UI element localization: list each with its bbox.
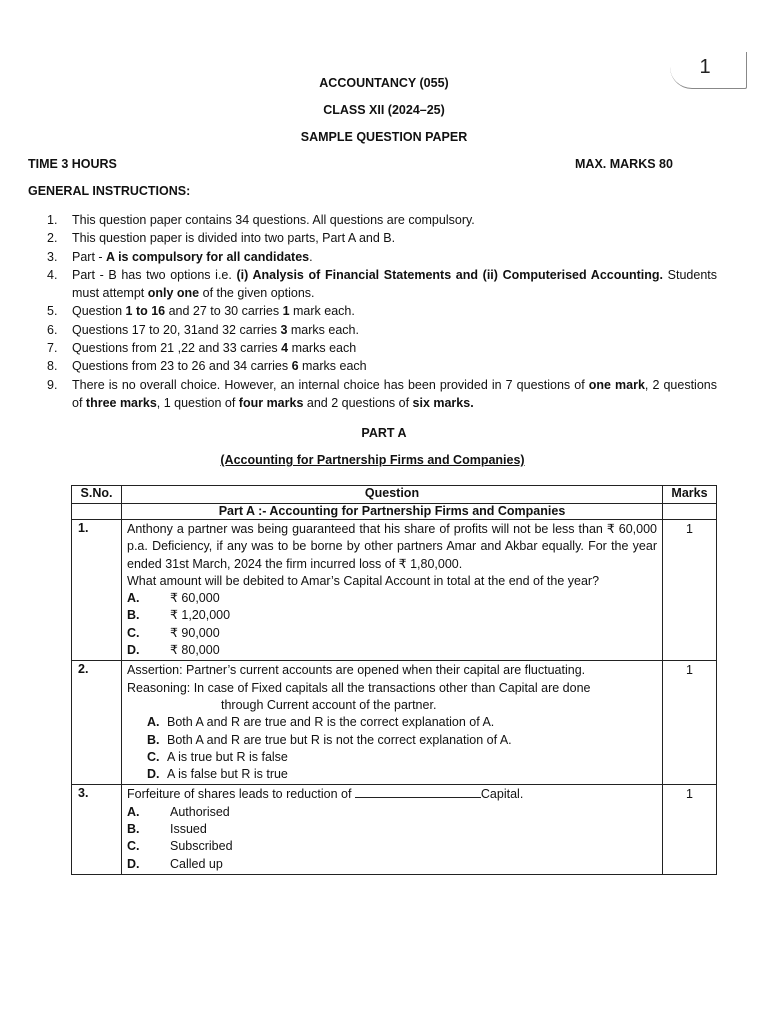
question-cell xyxy=(122,785,663,874)
option-label: A. xyxy=(127,591,140,606)
instruction-text: Question xyxy=(72,304,126,319)
instruction-number: 1. xyxy=(47,213,58,227)
table-header-row xyxy=(72,486,717,504)
option-text: Both A and R are true and R is the correct explanation of A. xyxy=(167,715,495,730)
option-label: B. xyxy=(147,732,160,747)
instruction-text: There is no overall choice. However, an internal choice has been provided in 7 questions of xyxy=(72,377,589,392)
option-a xyxy=(147,714,657,731)
instruction-text: marks each xyxy=(288,341,357,356)
instruction-text: six marks. xyxy=(412,395,474,410)
header-question: Question xyxy=(122,486,663,504)
option-a xyxy=(127,590,657,607)
fill-blank xyxy=(355,787,481,798)
instruction-number: 7. xyxy=(47,341,58,356)
instruction-text: (i) Analysis of Financial Statements and (ii) Computerised Accounting. xyxy=(236,267,664,282)
instruction-text: , 1 question of xyxy=(156,395,239,410)
instruction-item xyxy=(47,302,717,320)
section-row xyxy=(72,504,717,520)
option-text: ₹ 90,000 xyxy=(170,625,220,640)
question-text-before: Forfeiture of shares leads to reduction of xyxy=(127,787,355,802)
instruction-number: 2. xyxy=(47,231,58,246)
option-a xyxy=(127,804,657,821)
option-text: A is false but R is true xyxy=(167,767,288,782)
instruction-text: Questions from 21 ,22 and 33 carries xyxy=(72,341,282,356)
instruction-item xyxy=(47,321,717,339)
instruction-text: Questions 17 to 20, 31and 32 carries xyxy=(72,322,281,337)
table-row xyxy=(72,661,717,785)
option-text: A is true but R is false xyxy=(167,749,288,764)
option-c xyxy=(127,625,657,642)
part-a-title: PART A xyxy=(361,426,407,440)
instruction-number: 4. xyxy=(47,267,58,282)
instruction-text: marks each. xyxy=(287,322,359,337)
option-label: D. xyxy=(147,767,160,782)
question-number: 2. xyxy=(72,661,122,785)
subject-title: ACCOUNTANCY (055) xyxy=(319,76,449,90)
question-marks: 1 xyxy=(663,520,717,661)
section-label: Part A :- Accounting for Partnership Firms and Companies xyxy=(122,504,663,520)
question-number: 3. xyxy=(72,785,122,874)
instruction-text: Part - B has two options i.e. xyxy=(72,267,237,282)
instruction-text: and 27 to 30 carries xyxy=(165,304,283,319)
instruction-text: Students must attempt xyxy=(72,267,717,301)
instruction-text: 4 xyxy=(281,341,289,356)
instruction-text: 1 to 16 xyxy=(125,304,166,319)
instruction-text: 6 xyxy=(291,359,299,374)
question-text: Anthony a partner was being guaranteed that his share of profits will not be less than ₹ 60,000 p.a. Deficiency, if any was to be borne by other partners Amar and Akbar equally. For the year ended 31st March, 2024 the firm incurred loss of ₹ 1,80,000. xyxy=(127,522,657,571)
instruction-text: 1 xyxy=(282,304,290,319)
instruction-item xyxy=(47,376,717,413)
option-label: D. xyxy=(127,643,140,658)
option-d xyxy=(147,766,657,783)
question-marks: 1 xyxy=(663,785,717,874)
option-label: A. xyxy=(147,715,160,730)
instruction-number: 9. xyxy=(47,377,58,392)
header-sno: S.No. xyxy=(72,486,122,504)
instruction-text: of the given options. xyxy=(199,286,315,301)
option-text: Issued xyxy=(170,822,207,837)
option-label: A. xyxy=(127,804,140,819)
option-text: Authorised xyxy=(170,804,230,819)
general-instructions-title: GENERAL INSTRUCTIONS: xyxy=(28,184,191,198)
instruction-number: 5. xyxy=(47,304,58,319)
instruction-number: 6. xyxy=(47,322,58,337)
option-text: Subscribed xyxy=(170,839,233,854)
instruction-text: A is compulsory for all candidates xyxy=(106,249,310,264)
instruction-text: and 2 questions of xyxy=(303,395,413,410)
section-sno-cell xyxy=(72,504,122,520)
option-label: C. xyxy=(127,625,140,640)
page-number: 1 xyxy=(699,56,711,78)
table-row xyxy=(72,520,717,661)
options-list xyxy=(127,714,657,783)
option-label: B. xyxy=(127,822,140,837)
option-text: Called up xyxy=(170,856,223,871)
option-b xyxy=(127,821,657,838)
instruction-text: marks each xyxy=(298,359,367,374)
question-table xyxy=(71,485,717,875)
instruction-text: three marks xyxy=(85,395,157,410)
time-allowed: TIME 3 HOURS xyxy=(28,157,117,171)
instruction-item xyxy=(47,266,717,303)
instruction-number: 3. xyxy=(47,249,58,264)
header-marks: Marks xyxy=(663,486,717,504)
max-marks: MAX. MARKS 80 xyxy=(575,157,673,171)
instruction-item xyxy=(47,339,717,357)
question-number: 1. xyxy=(72,520,122,661)
option-text: ₹ 60,000 xyxy=(170,591,220,606)
part-a-subtitle: (Accounting for Partnership Firms and Companies) xyxy=(220,453,525,467)
instruction-item xyxy=(47,211,717,229)
question-text-after: Capital. xyxy=(480,787,524,802)
reasoning-text: Reasoning: In case of Fixed capitals all the transactions other than Capital are done xyxy=(127,680,591,695)
reasoning-text-cont: through Current account of the partner. xyxy=(221,697,437,712)
instructions-list xyxy=(47,211,717,412)
section-marks-cell xyxy=(663,504,717,520)
option-c xyxy=(127,838,657,855)
option-text: ₹ 80,000 xyxy=(170,643,220,658)
option-label: C. xyxy=(127,839,140,854)
instruction-item xyxy=(47,248,717,266)
option-b xyxy=(127,607,657,624)
instruction-text: 3 xyxy=(280,322,288,337)
instruction-text: Questions from 23 to 26 and 34 carries xyxy=(72,359,292,374)
option-b xyxy=(147,732,657,749)
question-cell xyxy=(122,520,663,661)
instruction-text: This question paper contains 34 questions. All questions are compulsory. xyxy=(72,213,475,227)
assertion-text: Assertion: Partner’s current accounts are opened when their capital are fluctuating. xyxy=(127,663,586,678)
instruction-text: This question paper is divided into two parts, Part A and B. xyxy=(72,231,396,246)
instruction-text: , 2 questions of xyxy=(72,377,717,410)
instruction-text: four marks xyxy=(238,395,304,410)
table-row xyxy=(72,785,717,874)
option-d xyxy=(127,856,657,873)
question-prompt: What amount will be debited to Amar’s Capital Account in total at the end of the year? xyxy=(127,573,600,588)
option-text: Both A and R are true but R is not the correct explanation of A. xyxy=(167,732,512,747)
instruction-text: Part - xyxy=(72,249,107,264)
option-label: D. xyxy=(127,856,140,871)
question-text xyxy=(127,786,657,803)
option-label: C. xyxy=(147,749,160,764)
instruction-item xyxy=(47,357,717,375)
instruction-text: mark each. xyxy=(289,304,355,319)
instruction-item xyxy=(47,229,717,247)
question-cell xyxy=(122,661,663,785)
instruction-text: only one xyxy=(147,286,200,301)
option-text: ₹ 1,20,000 xyxy=(170,608,231,623)
option-label: B. xyxy=(127,608,140,623)
option-c xyxy=(147,749,657,766)
instruction-text: . xyxy=(309,249,313,264)
option-d xyxy=(127,642,657,659)
paper-title: SAMPLE QUESTION PAPER xyxy=(300,130,468,144)
class-title: CLASS XII (2024–25) xyxy=(323,103,445,117)
instruction-number: 8. xyxy=(47,359,58,374)
instruction-text: one mark xyxy=(588,377,645,392)
question-marks: 1 xyxy=(663,661,717,785)
